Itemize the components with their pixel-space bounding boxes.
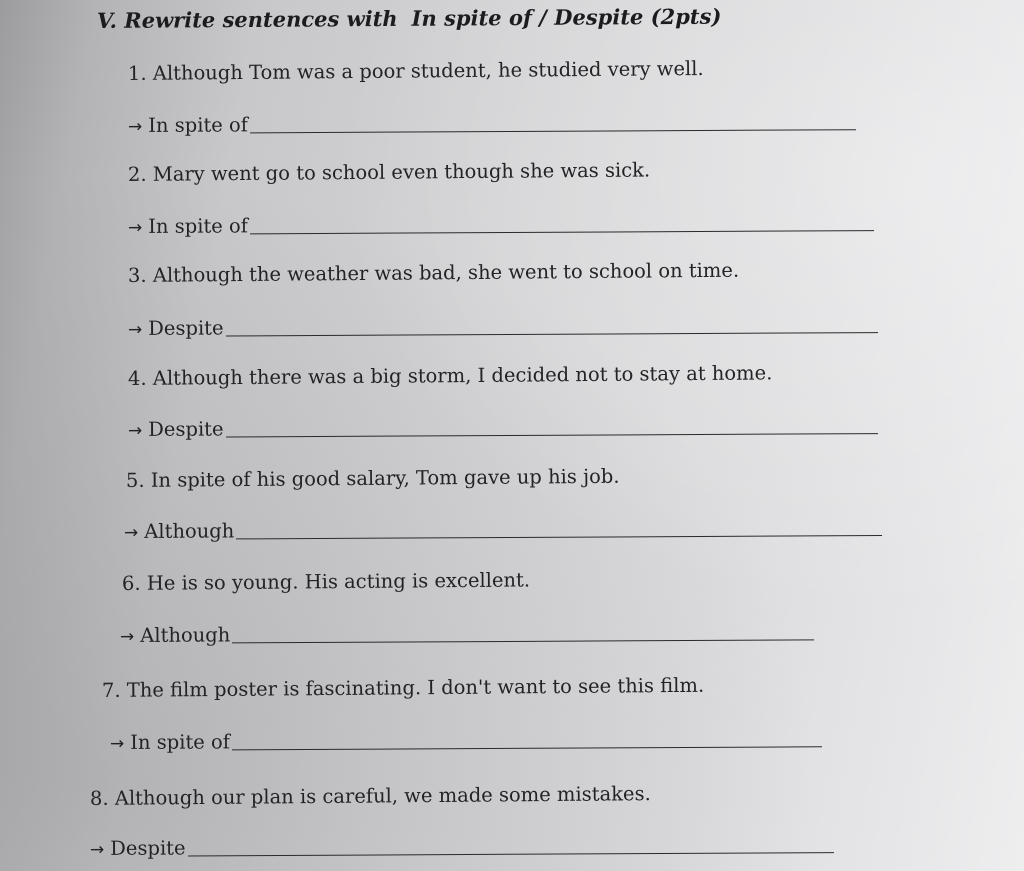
arrow-right-icon: → [127, 420, 143, 441]
answer-blank-8[interactable] [187, 834, 833, 856]
question-3: 3. Although the weather was bad, she went to school on time. [127, 258, 740, 287]
answer-prompt-5: Although [144, 519, 235, 543]
arrow-right-icon: → [127, 116, 143, 137]
answer-blank-2[interactable] [250, 212, 874, 234]
question-8: 8. Although our plan is careful, we made some mistakes. [89, 782, 651, 810]
answer-line-2 [128, 211, 874, 238]
arrow-right-icon: → [119, 626, 135, 647]
question-6: 6. He is so young. His acting is excellent. [121, 568, 531, 595]
section-title-instruction: V. Rewrite sentences with [96, 5, 398, 33]
question-7: 7. The film poster is fascinating. I don't want to see this film. [101, 673, 705, 702]
question-1: 1. Although Tom was a poor student, he studied very well. [127, 56, 704, 85]
answer-blank-7[interactable] [232, 728, 822, 750]
answer-line-5 [124, 516, 882, 543]
answer-line-6 [120, 620, 814, 647]
arrow-right-icon: → [127, 319, 143, 340]
question-2: 2. Mary went go to school even though she was sick. [127, 158, 651, 186]
section-title-keywords: In spite of / Despite (2pts) [411, 3, 722, 31]
answer-prompt-2: In spite of [148, 214, 249, 238]
answer-prompt-1: In spite of [148, 113, 249, 137]
answer-prompt-7: In spite of [130, 730, 231, 754]
answer-blank-5[interactable] [236, 517, 882, 539]
answer-blank-4[interactable] [225, 415, 877, 437]
section-title [97, 4, 722, 33]
arrow-right-icon: → [123, 522, 139, 543]
answer-line-8 [90, 833, 834, 860]
answer-line-4 [128, 414, 878, 441]
answer-blank-1[interactable] [250, 111, 856, 133]
answer-blank-3[interactable] [225, 314, 877, 336]
answer-prompt-8: Despite [110, 836, 186, 860]
question-4: 4. Although there was a big storm, I decided not to stay at home. [127, 361, 773, 390]
answer-prompt-4: Despite [148, 417, 224, 441]
arrow-right-icon: → [89, 839, 105, 860]
answer-line-1 [128, 110, 856, 137]
arrow-right-icon: → [109, 733, 125, 754]
answer-prompt-3: Despite [148, 316, 224, 340]
answer-prompt-6: Although [140, 623, 231, 647]
question-5: 5. In spite of his good salary, Tom gave up his job. [125, 464, 620, 492]
answer-blank-6[interactable] [232, 621, 814, 643]
arrow-right-icon: → [127, 217, 143, 238]
answer-line-7 [110, 727, 822, 754]
answer-line-3 [128, 313, 878, 340]
